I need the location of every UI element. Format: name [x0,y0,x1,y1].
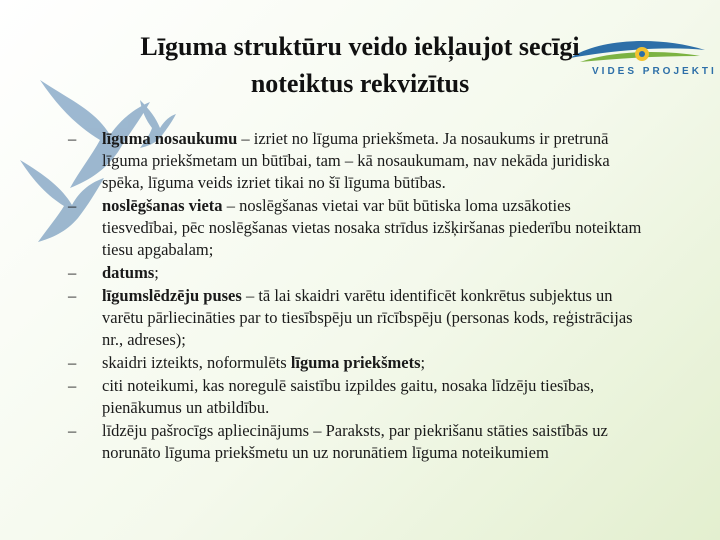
list-dash: – [68,129,77,148]
item-text: ; [420,353,426,372]
list-dash: – [68,376,77,395]
item-text: ; [154,263,159,282]
list-item [68,352,648,374]
list-dash: – [68,286,77,305]
list-dash: – [68,421,77,440]
list-dash: – [68,196,77,215]
list-dash: – [68,263,77,282]
list-item [68,285,648,351]
slide-title [40,28,680,102]
item-text: citi noteikumi, kas noregulē saistību izpildes gaitu, nosaka līdzēju tiesības, pienākumus un atbildību. [102,376,595,417]
requisites-list [68,128,648,465]
item-bold-text: noslēgšanas vieta [102,196,223,215]
title-line-2: noteiktus rekvizītus [250,69,470,98]
item-text: skaidri izteikts, noformulēts [102,353,291,372]
list-item [68,375,648,419]
logo-text: VIDES PROJEKTI [592,66,717,77]
item-bold-text: datums [102,263,155,282]
list-item [68,420,648,464]
list-item [68,195,648,261]
item-bold-text: līguma nosaukumu [102,129,238,148]
list-item [68,128,648,194]
item-text: – izriet no līguma priekšmeta. Ja nosaukums ir pretrunā līguma priekšmetam un būtībai, tam – kā nosaukumam, nav nekāda juridiska spēka, līguma veids izriet tikai no šī līguma būtības. [102,129,610,192]
list-dash: – [68,353,77,372]
item-bold-text: līguma priekšmets [290,353,421,372]
list-item [68,262,648,284]
item-text: – tā lai skaidri varētu identificēt konkrētus subjektus un varētu pārliecināties par to tiesībspēju un rīcībspēju (personas kods, reģistrācijas nr., adreses); [102,286,633,349]
title-line-1: Līguma struktūru veido iekļaujot secīgi [140,32,580,61]
item-text: līdzēju pašrocīgs apliecinājums – Paraksts, par piekrišanu stāties saistībās uz norunāto līguma priekšmetu un uz norunātiem līguma noteikumiem [102,421,608,462]
item-text: – noslēgšanas vietai var būt būtiska loma uzsākoties tiesvedībai, pēc noslēgšanas vietas nosaka strīdus izšķiršanas piederību noteiktam tiesu apgabalam; [102,196,642,259]
item-bold-text: līgumslēdzēju puses [102,286,242,305]
